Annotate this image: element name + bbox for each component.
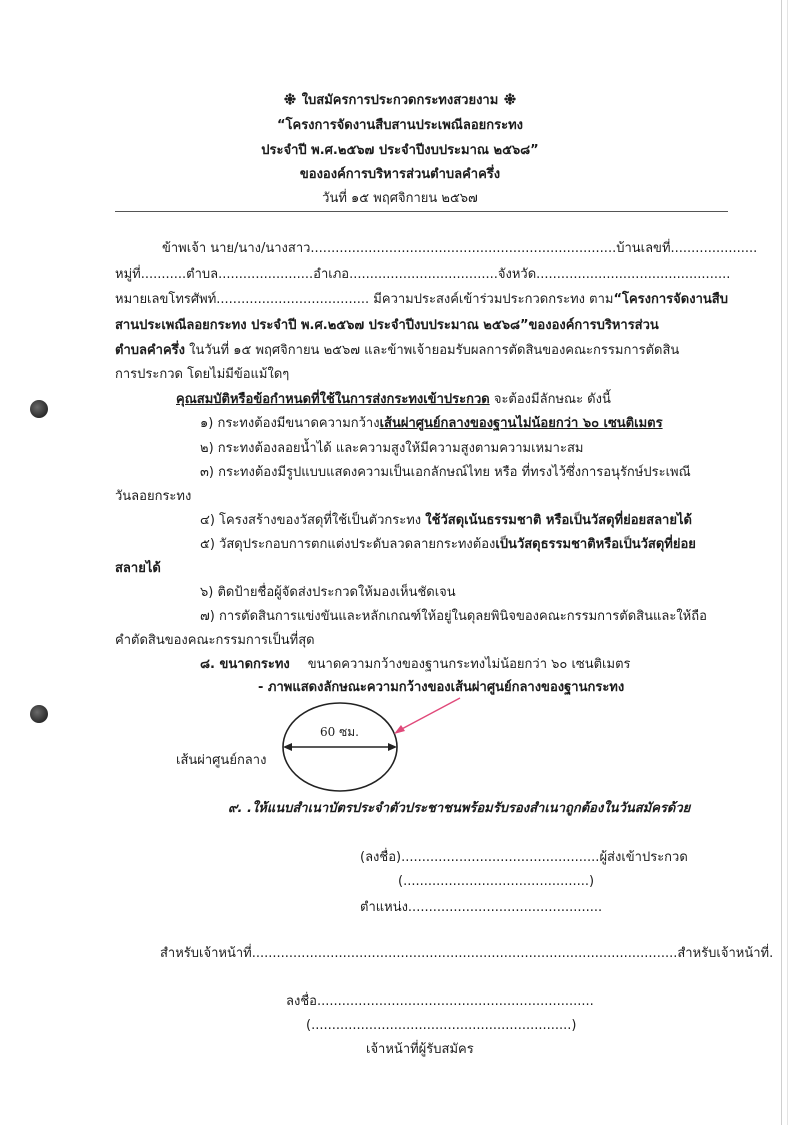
project-name-start: “โครงการจัดงานสืบ xyxy=(613,292,728,307)
official-name-parenthesis: (...............................................................) xyxy=(306,1018,577,1033)
criterion-3-cont: วันลอยกระทง xyxy=(115,489,192,504)
criterion-5-emphasis: เป็นวัสดุธรรมชาติหรือเป็นวัสดุที่ย่อย xyxy=(495,537,696,552)
criterion-5-cont: สลายได้ xyxy=(115,561,161,576)
applicant-signature-line: (ลงชื่อ)................................................ผู้ส่งเข้าประกวด xyxy=(360,850,688,865)
criterion-6: ๖) ติดป้ายชื่อผู้จัดส่งประกวดให้มองเห็นชัดเจน xyxy=(200,585,456,600)
project-name-line: สานประเพณีลอยกระทง ประจำปี พ.ศ.๒๕๖๗ ประจำปีงบประมาณ ๒๕๖๘”ขององค์การบริหารส่วน xyxy=(115,318,659,333)
agreement-line: การประกวด โดยไม่มีข้อแม้ใดๆ xyxy=(115,367,290,382)
flower-ornament-icon xyxy=(504,93,516,105)
header-line2: “โครงการจัดงานสืบสานประเพณีลอยกระทง xyxy=(276,118,524,133)
criteria-heading-text: คุณสมบัติหรือข้อกำหนดที่ใช้ในการส่งกระทงเข้าประกวด xyxy=(176,392,490,407)
header-date: วันที่ ๑๕ พฤศจิกายน ๒๕๖๗ xyxy=(322,191,478,206)
criterion-1-emphasis: เส้นผ่าศูนย์กลางของฐานไม่น้อยกว่า ๖๐ เซนติเมตร xyxy=(379,416,663,431)
criterion-4-emphasis: ใช้วัสดุเน้นธรรมชาติ หรือเป็นวัสดุที่ย่อยสลายได้ xyxy=(425,513,692,528)
criterion-8-text: ขนาดความกว้างของฐานกระทงไม่น้อยกว่า ๖๐ เซนติเมตร xyxy=(307,657,631,672)
official-signature-line: ลงชื่อ................................................................... xyxy=(286,994,594,1009)
criterion-9: ๙. .ให้แนบสำเนาบัตรประจำตัวประชาชนพร้อมรับรองสำเนาถูกต้องในวันสมัครด้วย xyxy=(228,801,691,816)
title-text: ใบสมัครการประกวดกระทงสวยงาม xyxy=(301,93,499,108)
form-title xyxy=(0,92,800,110)
official-use-line: สำหรับเจ้าหน้าที่.......................................................................................................สำหรับเจ้าหน้าที่. xyxy=(160,946,774,961)
applicant-position-line: ตำแหน่ง............................................... xyxy=(360,900,603,915)
criterion-4 xyxy=(200,512,692,530)
criterion-7: ๗) การตัดสินการแข่งขันและหลักเกณฑ์ให้อยู่ในดุลยพินิจของคณะกรรมการตัดสินและให้ถือ xyxy=(200,609,707,624)
diameter-figure xyxy=(270,695,470,795)
event-date-text: ในวันที่ ๑๕ พฤศจิกายน ๒๕๖๗ และข้าพเจ้ายอมรับผลการตัดสินของคณะกรรมการตัดสิน xyxy=(184,343,680,358)
phone-text: หมายเลขโทรศัพท์..................................... มีความประสงค์เข้าร่วมประกวดกระทง ตาม xyxy=(115,292,614,307)
criteria-heading-suffix: จะต้องมีลักษณะ ดังนี้ xyxy=(489,392,611,407)
criteria-heading xyxy=(176,391,611,409)
pointer-arrow-line xyxy=(398,698,460,731)
header-line3: ประจำปี พ.ศ.๒๕๖๗ ประจำปีงบประมาณ ๒๕๖๘” xyxy=(261,143,539,158)
applicant-name-line: ข้าพเจ้า นาย/นาง/นางสาว..........................................................................บ้านเลขที่..................... xyxy=(162,241,758,256)
arrow-head-left-icon xyxy=(283,743,292,751)
official-title: เจ้าหน้าที่ผู้รับสมัคร xyxy=(366,1042,474,1057)
punch-hole-top xyxy=(30,400,48,418)
flower-ornament-icon xyxy=(284,93,296,105)
subdistrict-name: ตำบลคำครึ่ง xyxy=(115,343,185,358)
applicant-phone-line xyxy=(115,291,728,309)
figure-caption: - ภาพแสดงลักษณะความกว้างของเส้นผ่าศูนย์กลางของฐานกระทง xyxy=(258,680,625,695)
figure-size-label: 60 ซม. xyxy=(320,725,359,739)
criterion-8 xyxy=(200,656,631,674)
criterion-4-text: ๔) โครงสร้างของวัสดุที่ใช้เป็นตัวกระทง xyxy=(200,513,426,528)
criterion-1-text: ๑) กระทงต้องมีขนาดความกว้าง xyxy=(200,416,380,431)
criterion-2: ๒) กระทงต้องลอยน้ำได้ และความสูงให้มีความสูงตามความเหมาะสม xyxy=(200,441,584,456)
criterion-8-heading: ๘. ขนาดกระทง xyxy=(200,657,290,672)
pointer-arrow-head-icon xyxy=(394,725,405,734)
punch-hole-bottom xyxy=(30,705,48,723)
event-date-line xyxy=(115,342,679,360)
arrow-head-right-icon xyxy=(388,743,397,751)
criterion-5-text: ๕) วัสดุประกอบการตกแต่งประดับลวดลายกระทงต้อง xyxy=(200,537,496,552)
criterion-1 xyxy=(200,415,663,433)
figure-diameter-label: เส้นผ่าศูนย์กลาง xyxy=(176,753,267,768)
applicant-address-line: หมู่ที่...........ตำบล.......................อำเภอ....................................จังหวัด............................................... xyxy=(115,267,731,282)
applicant-name-parenthesis: (.............................................) xyxy=(398,874,595,889)
header-divider xyxy=(115,211,728,212)
header-line4: ขององค์การบริหารส่วนตำบลคำครึ่ง xyxy=(299,167,501,182)
criterion-5 xyxy=(200,536,696,554)
criterion-3: ๓) กระทงต้องมีรูปแบบแสดงความเป็นเอกลักษณ์ไทย หรือ ที่ทรงไว้ซึ่งการอนุรักษ์ประเพณี xyxy=(200,465,691,480)
criterion-7-cont: คำตัดสินของคณะกรรมการเป็นที่สุด xyxy=(115,633,315,648)
